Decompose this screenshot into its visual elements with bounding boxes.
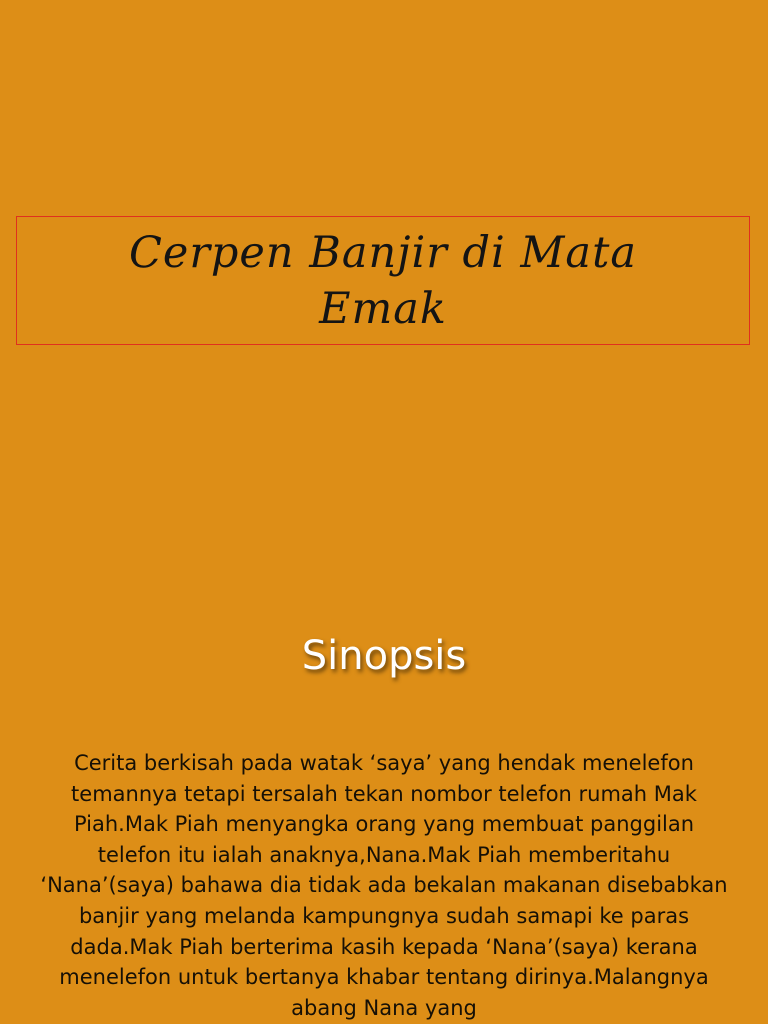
synopsis-paragraph: Cerita berkisah pada watak ‘saya’ yang hendak menelefon temannya tetapi tersalah tekan nombor telefon rumah Mak Piah.Mak Piah menyangka orang yang membuat panggilan telefon itu ialah anaknya,Nana.Mak Piah memberitahu ‘Nana’(saya) bahawa dia tidak ada bekalan makanan disebabkan banjir yang melanda kampungnya sudah samapi ke paras dada.Mak Piah berterima kasih kepada ‘Nana’(saya) kerana menelefon untuk bertanya khabar tentang dirinya.Malangnya abang Nana yang (40, 751, 728, 1020)
section-heading: Sinopsis (301, 633, 467, 679)
title-frame (16, 216, 750, 345)
slide-title: Cerpen Banjir di Mata Emak (128, 227, 637, 334)
